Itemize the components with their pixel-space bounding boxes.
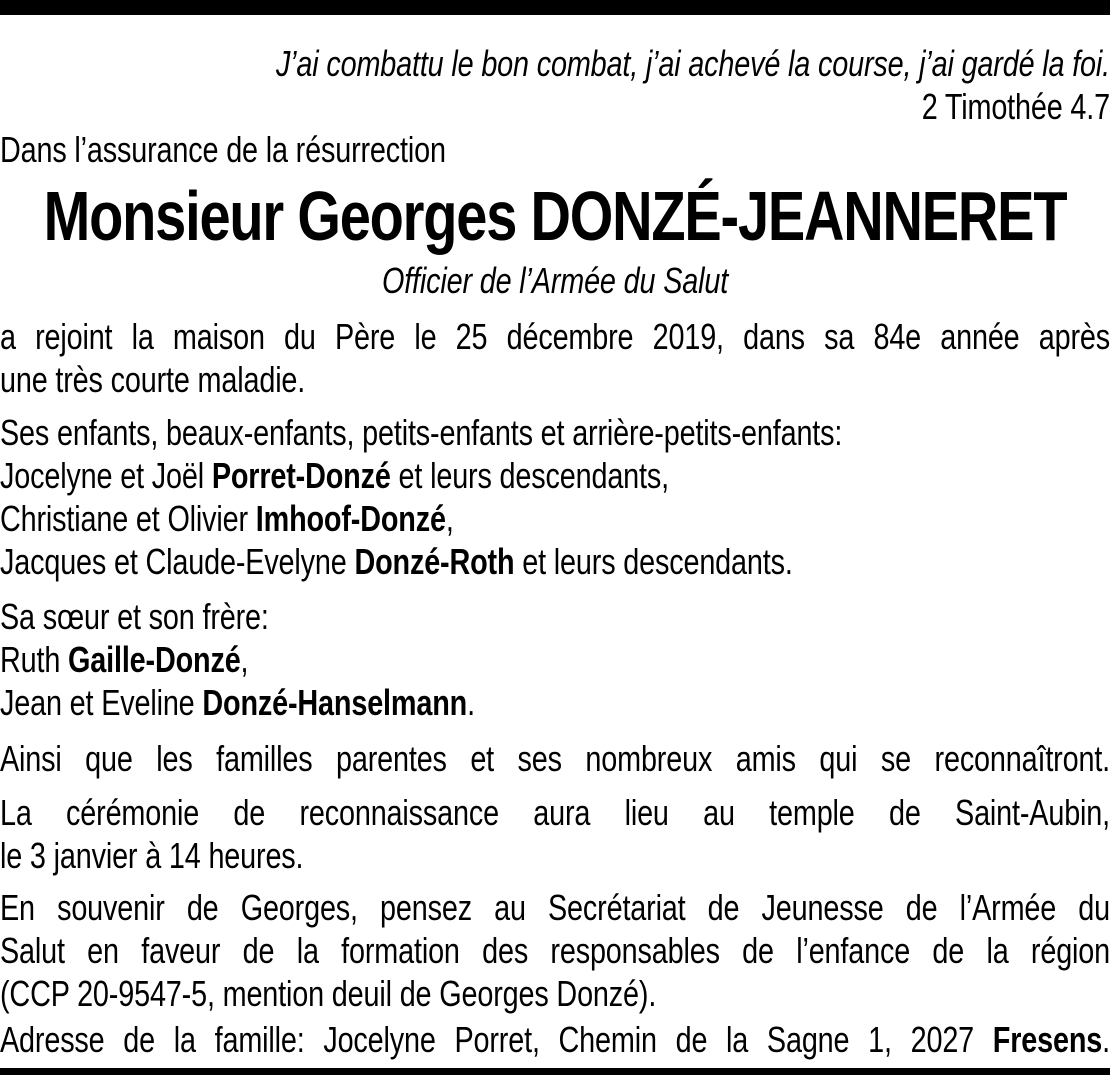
address-paragraph [0, 1018, 1110, 1061]
bottom-rule [0, 1068, 1110, 1075]
memorial-paragraph [0, 886, 1110, 1015]
family-surname: Donzé-Hanselmann [202, 682, 468, 723]
relative-names: Christiane et Olivier [0, 498, 256, 539]
siblings-line [0, 638, 1110, 681]
lead-in-line: Dans l’assurance de la résurrection [0, 129, 446, 170]
address-text: Adresse de la famille: Jocelyne Porret, Chemin de la Sagne 1, 2027 [0, 1019, 993, 1060]
deceased-name: Monsieur Georges DONZÉ-JEANNERET [43, 177, 1067, 255]
announcement-line-1: a rejoint la maison du Père le 25 décembre 2019, dans sa 84e année après [0, 316, 1110, 357]
relative-suffix: , [240, 639, 249, 680]
announcement-paragraph [0, 315, 1110, 401]
children-line [0, 540, 1110, 583]
ceremony-line-2: le 3 janvier à 14 heures. [0, 835, 304, 876]
siblings-paragraph [0, 595, 1110, 724]
relative-names: Jacques et Claude-Evelyne [0, 541, 355, 582]
acknowledgement-line: Ainsi que les familles parentes et ses nombreux amis qui se reconnaîtront. [0, 738, 1110, 779]
deceased-role: Officier de l’Armée du Salut [381, 260, 729, 301]
relative-names: Jean et Eveline [0, 682, 203, 723]
ceremony-line-1: La cérémonie de reconnaissance aura lieu au temple de Saint-Aubin, [0, 792, 1110, 833]
children-line [0, 497, 1110, 540]
relative-names: Jocelyne et Joël [0, 455, 212, 496]
address-suffix: . [1102, 1019, 1110, 1060]
address-locality: Fresens [992, 1019, 1103, 1060]
relative-names: Ruth [0, 639, 69, 680]
relative-suffix: et leurs descendants, [390, 455, 669, 496]
children-paragraph [0, 411, 1110, 583]
memorial-line-1: En souvenir de Georges, pensez au Secrétariat de Jeunesse de l’Armée du [0, 887, 1110, 928]
ceremony-paragraph [0, 791, 1110, 877]
relative-suffix: . [467, 682, 475, 723]
announcement-line-2: une très courte maladie. [0, 359, 306, 400]
relative-suffix: et leurs descendants. [514, 541, 793, 582]
top-rule [0, 0, 1110, 15]
address-line [0, 1018, 1110, 1061]
family-surname: Donzé-Roth [354, 541, 515, 582]
acknowledgement-paragraph [0, 737, 1110, 780]
relative-suffix: , [445, 498, 454, 539]
family-surname: Porret-Donzé [211, 455, 391, 496]
siblings-heading: Sa sœur et son frère: [0, 596, 269, 637]
siblings-line [0, 681, 1110, 724]
obituary-notice [0, 15, 1110, 1061]
epigraph-reference: 2 Timothée 4.7 [921, 86, 1110, 127]
children-heading: Ses enfants, beaux-enfants, petits-enfants et arrière-petits-enfants: [0, 412, 843, 453]
children-line [0, 454, 1110, 497]
memorial-line-3: (CCP 20-9547-5, mention deuil de Georges Donzé). [0, 973, 657, 1014]
epigraph-quote: J’ai combattu le bon combat, j’ai achevé la course, j’ai gardé la foi. [275, 43, 1110, 84]
family-surname: Gaille-Donzé [68, 639, 241, 680]
epigraph [0, 42, 1110, 128]
memorial-line-2: Salut en faveur de la formation des responsables de l’enfance de la région [0, 930, 1110, 971]
family-surname: Imhoof-Donzé [255, 498, 446, 539]
